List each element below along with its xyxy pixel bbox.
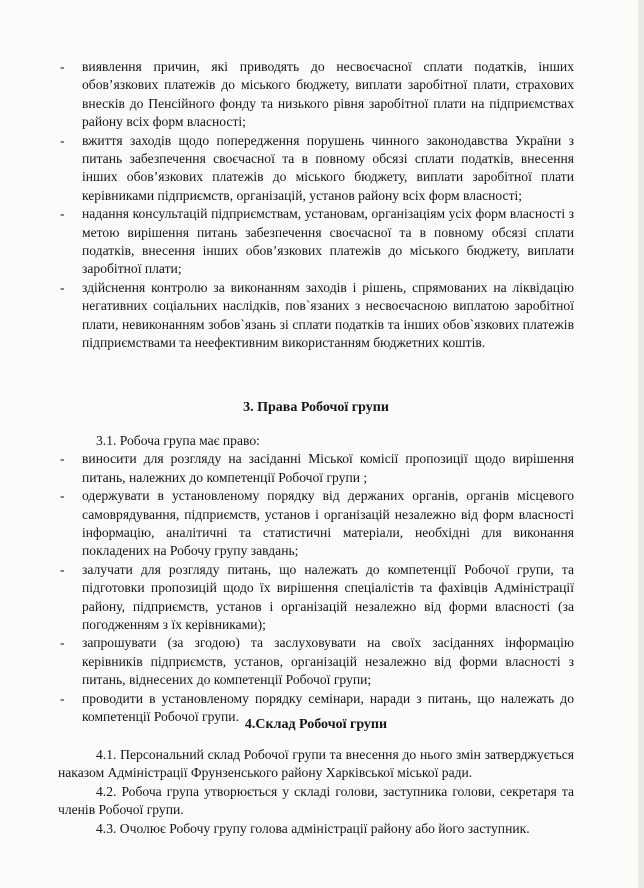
list-item: - виявлення причин, які приводять до несвоєчасної сплати податків, інших обов’язкових платежів до міського бюджету, виплати заробітної плати, страхових внесків до Пенсійного фонду та низького рівня заробітної плати на підприємствах району всіх форм власності; [60, 59, 574, 130]
list-item: - запрошувати (за згодою) та заслуховувати на своїх засіданнях інформацію керівників підприємств, установ, організацій незалежно від форми власності з питань, віднесених до компетенції Робочої групи; [60, 635, 574, 688]
duties-list [58, 58, 574, 353]
list-item: - виносити для розгляду на засіданні Міської комісії пропозиції щодо вирішення питань, належних до компетенції Робочої групи ; [60, 451, 574, 485]
list-item: - залучати для розгляду питань, що належать до компетенції Робочої групи, та підготовки пропозицій щодо їх вирішення спеціалістів та фахівців Адміністрації району, підприємств, установ і організацій незалежно від форми власності (за погодженням з їх керівниками); [60, 561, 574, 633]
section-3-body [58, 432, 574, 727]
list-item: - вжиття заходів щодо попередження порушень чинного законодавства України з питань забезпечення своєчасної та в повному обсязі сплати податків, внесення інших обов’язкових платежів до міського бюджету, виплати заробітної плати керівниками підприємств, організацій, установ району всіх форм власності; [60, 132, 574, 203]
paragraph-4-2: 4.2. Робоча група утворюється у складі голови, заступника голови, секретаря та членів Робочої групи. [58, 783, 574, 818]
list-item: - надання консультацій підприємствам, установам, організаціям усіх форм власності з метою вирішення питань забезпечення своєчасної та в повному обсязі сплати податків, внесення інших обов’язкових платежів до міського бюджету, виплати заробітної плати; [60, 206, 574, 277]
list-item: - проводити в установленому порядку семінари, наради з питань, що належать до компетенції Робочої групи. [60, 690, 574, 725]
list-item: - здійснення контролю за виконанням заходів і рішень, спрямованих на ліквідацію негативних соціальних наслідків, пов`язаних з несвоєчасною виплатою заробітної плати, невиконанням зобов`язань зі сплати податків та інших обов`язкових платежів підприємствами та неефективним використанням бюджетних коштів. [60, 279, 574, 351]
paragraph-4-3: 4.3. Очолює Робочу групу голова адміністрації району або його заступник. [96, 820, 530, 836]
page-edge-shadow [638, 0, 644, 888]
section-3-intro: 3.1. Робоча група має право: [96, 433, 260, 448]
section-3-heading: 3. Права Робочої групи [243, 400, 389, 415]
section-4-body [58, 746, 574, 838]
section-4-heading: 4.Склад Робочої групи [244, 717, 388, 732]
paragraph-4-1: 4.1. Персональний склад Робочої групи та внесення до нього змін затверджується наказом Адміністрації Фрунзенського району Харківської міської ради. [58, 747, 574, 781]
list-item: - одержувати в установленому порядку від держаних органів, органів місцевого самоврядування, підприємств, установ і організацій незалежно від форм власності інформацію, аналітичні та статистичні матеріали, необхідні для виконання покладених на Робочу групу завдань; [60, 488, 574, 559]
